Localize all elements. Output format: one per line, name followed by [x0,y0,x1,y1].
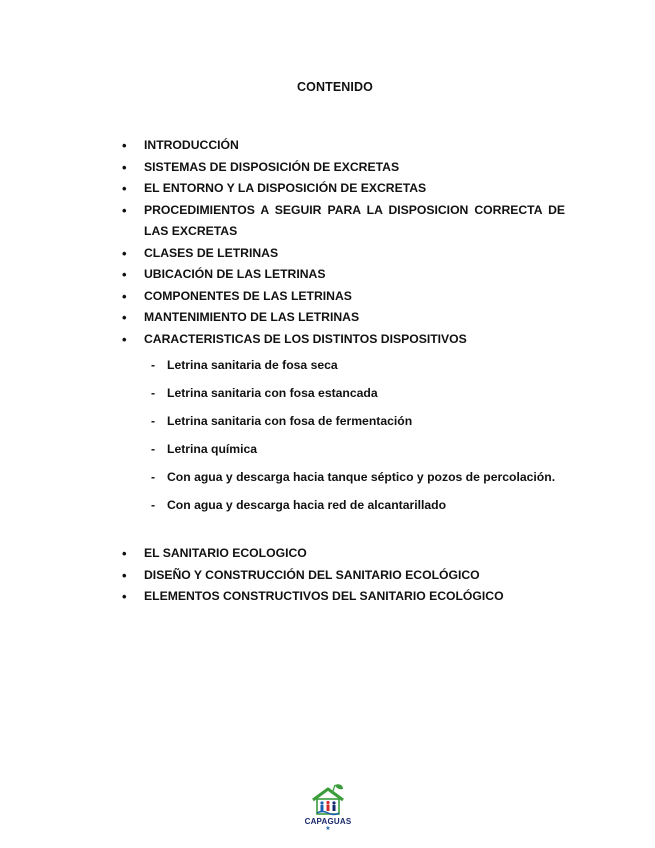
bullet-icon: • [122,288,127,304]
sublist-item: - Letrina sanitaria con fosa de fermentación [136,411,565,431]
bullet-icon: • [122,245,127,261]
bullet-icon: • [122,267,127,282]
list-item: • PROCEDIMIENTOS A SEGUIR PARA LA DISPOSICION CORRECTA DE LAS EXCRETAS [122,200,565,243]
house-drop-logo-icon [308,783,348,817]
dash-icon: - [151,498,156,512]
list-item: • COMPONENTES DE LAS LETRINAS [122,286,565,308]
dash-icon: - [151,470,156,484]
star-icon: ★ [325,826,331,832]
bullet-icon: • [122,331,127,347]
list-item: • EL ENTORNO Y LA DISPOSICIÓN DE EXCRETAS [122,178,565,200]
list-item: • CARACTERISTICAS DE LOS DISTINTOS DISPOSITIVOS [122,329,565,351]
bullet-icon: • [122,138,127,153]
contents-list-top [122,135,565,350]
sublist-item: - Letrina sanitaria de fosa seca [136,355,565,375]
bullet-icon: • [122,589,127,604]
dash-icon: - [151,386,156,400]
list-item: • SISTEMAS DE DISPOSICIÓN DE EXCRETAS [122,157,565,179]
bullet-icon: • [122,546,127,561]
list-item: • INTRODUCCIÓN [122,135,565,157]
dash-icon: - [151,442,156,456]
bullet-icon: • [122,181,127,196]
sublist-item: - Con agua y descarga hacia red de alcantarillado [136,495,565,515]
list-item: • EL SANITARIO ECOLOGICO [122,543,565,565]
sublist-item: - Letrina química [136,439,565,459]
logo-text: CAPAGUAS [304,817,352,826]
list-item: • ELEMENTOS CONSTRUCTIVOS DEL SANITARIO ECOLÓGICO [122,586,565,608]
bullet-icon: • [122,567,127,583]
sublist-item: - Letrina sanitaria con fosa estancada [136,383,565,403]
list-item: • MANTENIMIENTO DE LAS LETRINAS [122,307,565,329]
list-item: • UBICACIÓN DE LAS LETRINAS [122,264,565,286]
sublist-item: - Con agua y descarga hacia tanque séptico y pozos de percolación. [136,467,565,487]
list-item: • DISEÑO Y CONSTRUCCIÓN DEL SANITARIO ECOLÓGICO [122,565,565,587]
contents-list-bottom [122,543,565,608]
bullet-icon: • [122,159,127,175]
list-item: • CLASES DE LETRINAS [122,243,565,265]
dash-icon: - [151,358,156,372]
bullet-icon: • [122,310,127,325]
page-title: CONTENIDO [297,80,373,94]
capaguas-logo [297,783,359,835]
contents-sublist [136,355,565,523]
dash-icon: - [151,414,156,428]
bullet-icon: • [122,202,127,218]
